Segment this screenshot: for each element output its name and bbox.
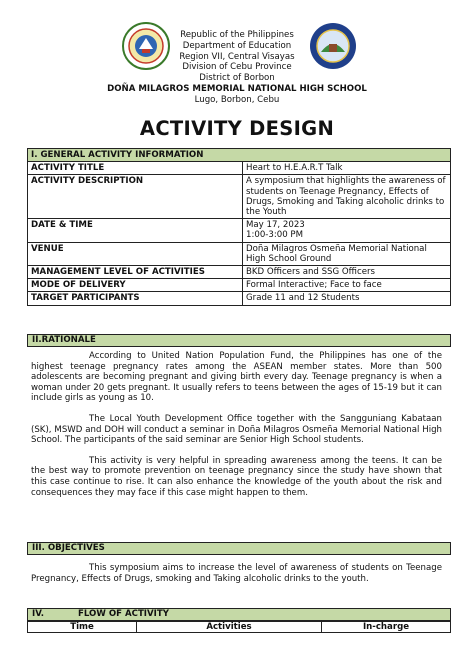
rationale-paragraph: This activity is very helpful in spreading awareness among the teens. It can be the best way to promote prevention on teenage pregnancy since the study have shown that this case continue to rise. It can also enhance the knowledge of the youth about the risk and consequences they may face if this case might happen to them. [31, 455, 442, 498]
date-value: May 17, 2023 [246, 220, 305, 231]
table-row [28, 175, 451, 219]
objectives-paragraph: This symposium aims to increase the level of awareness of students on Teenage Pregnancy, Effects of Drugs, smoking and Taking alcoholic drinks to the youth. [31, 563, 442, 584]
table-row [28, 219, 451, 242]
letterhead-text [0, 30, 474, 106]
school-address: Lugo, Borbon, Cebu [194, 94, 280, 105]
section-heading-flow [27, 608, 451, 621]
row-value: A symposium that highlights the awareness of students on Teenage Pregnancy, Effects of Drugs, Smoking and Taking alcoholic drinks to the Youth [243, 175, 451, 219]
table-row [28, 242, 451, 265]
document-title: ACTIVITY DESIGN [139, 117, 335, 140]
row-value: Doña Milagros Osmeña Memorial National High School Ground [243, 242, 451, 265]
row-value: Formal Interactive; Face to face [243, 279, 451, 292]
section-heading-objectives: III. OBJECTIVES [27, 542, 451, 555]
row-key: DATE & TIME [28, 219, 243, 242]
row-key: VENUE [28, 242, 243, 265]
rationale-body [31, 351, 442, 498]
school-seal-icon [309, 22, 357, 70]
row-key: MANAGEMENT LEVEL OF ACTIVITIES [28, 266, 243, 279]
table-row [28, 292, 451, 305]
section-heading-general: I. GENERAL ACTIVITY INFORMATION [28, 149, 451, 162]
header-line: Department of Education [182, 40, 292, 51]
header-line: District of Borbon [199, 73, 275, 84]
row-value: Heart to H.E.A.R.T Talk [243, 162, 451, 175]
row-key: MODE OF DELIVERY [28, 279, 243, 292]
row-value: Grade 11 and 12 Students [243, 292, 451, 305]
table-row [28, 162, 451, 175]
column-header: Activities [137, 622, 322, 633]
row-key: ACTIVITY TITLE [28, 162, 243, 175]
flow-table [27, 621, 451, 633]
row-key: ACTIVITY DESCRIPTION [28, 175, 243, 219]
objectives-body [31, 563, 442, 584]
section-title: FLOW OF ACTIVITY [78, 609, 169, 619]
section-heading-rationale: II.RATIONALE [27, 334, 451, 347]
column-header: Time [28, 622, 137, 633]
row-value: BKD Officers and SSG Officers [243, 266, 451, 279]
table-header-row [28, 622, 451, 633]
general-info-table [27, 148, 451, 306]
header-line: Region VII, Central Visayas [179, 51, 295, 62]
time-value: 1:00-3:00 PM [246, 230, 304, 241]
row-value [243, 219, 451, 242]
header-line: Division of Cebu Province [182, 62, 292, 73]
section-number: IV. [32, 609, 45, 619]
table-row [28, 279, 451, 292]
school-name: DOÑA MILAGROS MEMORIAL NATIONAL HIGH SCHOOL [107, 83, 367, 94]
table-row [28, 266, 451, 279]
row-key: TARGET PARTICIPANTS [28, 292, 243, 305]
rationale-paragraph: According to United Nation Population Fund, the Philippines has one of the highest teenage pregnancy rates among the ASEAN member states. More than 500 adolescents are becoming pregnant and giving birth every day. Teenage pregnancy is when a woman under 20 gets pregnant. It usually refers to teens between the ages of 15-19 but it can include girls as young as 10. [31, 351, 442, 404]
header-line: Republic of the Philippines [180, 30, 294, 40]
column-header: In-charge [322, 622, 451, 633]
letterhead [0, 22, 474, 112]
rationale-paragraph: The Local Youth Development Office together with the Sangguniang Kabataan (SK), MSWD and DOH will conduct a seminar in Doña Milagros Osmeña Memorial National High School. The participants of the said seminar are Senior High School students. [31, 413, 442, 446]
